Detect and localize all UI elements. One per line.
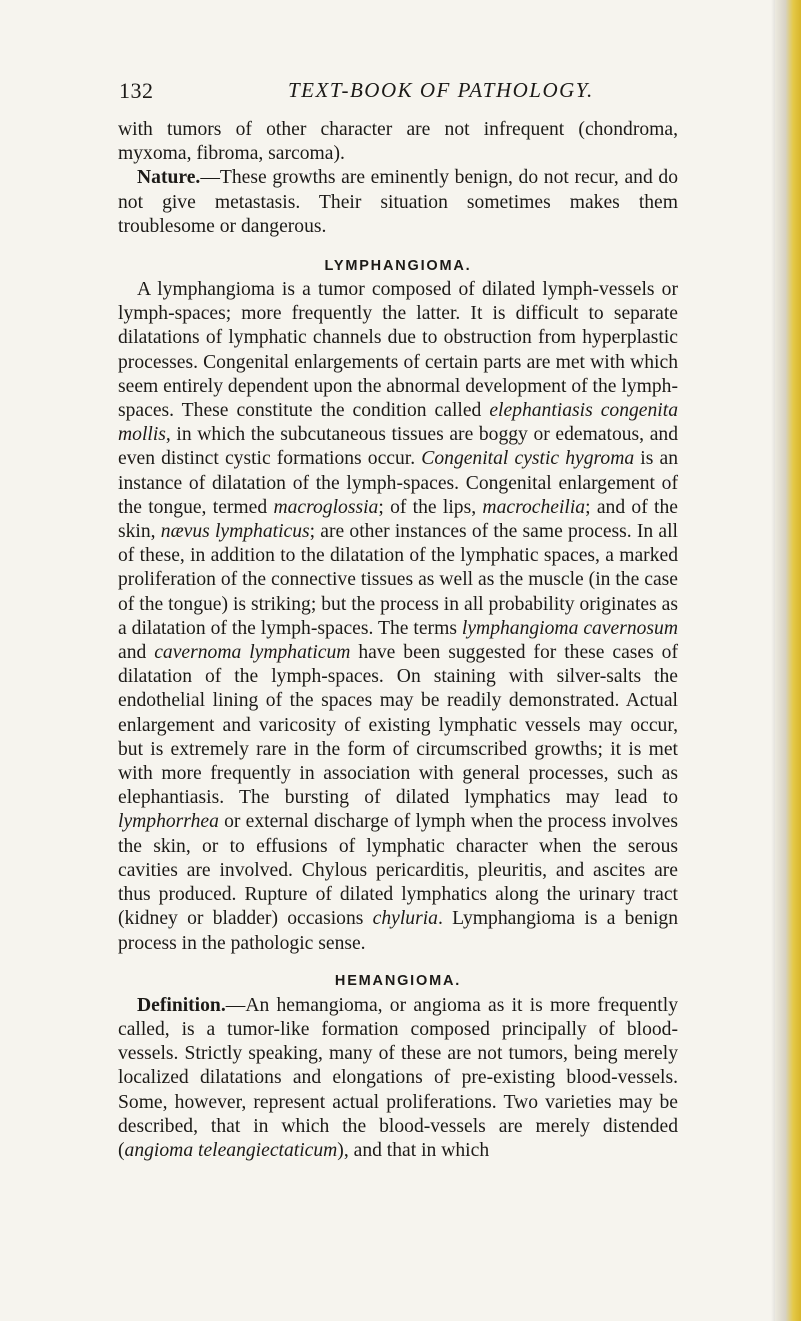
hemangioma-text xyxy=(118,995,678,1161)
italic-term: Congenital cystic hygroma xyxy=(421,448,635,470)
page-number: 132 xyxy=(119,78,154,103)
text-run: . Lymphangioma is a benign process in the pathologic sense. xyxy=(118,908,678,954)
italic-term: chyluria xyxy=(372,908,438,930)
text-run: and xyxy=(118,642,155,664)
text-run: , in which the subcutaneous tissues are boggy or edematous, and even distinct cystic formations occur. xyxy=(118,424,678,470)
lymphangioma-paragraph xyxy=(118,278,678,956)
text-run: ; of the lips, xyxy=(378,496,483,518)
italic-term: macrocheilia xyxy=(482,496,586,518)
hemangioma-heading: HEMANGIOMA. xyxy=(334,972,462,989)
italic-term: cavernoma lymphaticum xyxy=(154,642,351,664)
hemangioma-paragraph xyxy=(118,994,678,1163)
text-run: have been suggested for these cases of dilatation of the lymph-spaces. On staining with silver-salts the endothelial lining of the spaces may be readily demonstrated. Actual enlargement and varicosity of existing lymphatic vessels may occur, but is extremely rare in the form of circumscribed growths; it is met with more frequently in association with general processes, such as elephantiasis. The bursting of dilated lymphatics may lead to xyxy=(118,642,678,809)
nature-paragraph xyxy=(118,166,678,239)
italic-term: elephantiasis congenita mollis xyxy=(118,400,678,446)
text-run: A lymphangioma is a tumor composed of dilated lymph-vessels or lymph-spaces; more frequently the latter. It is difficult to separate dilatations of lymphatic channels due to obstruction from hyperplastic processes. Congenital enlargements of certain parts are met with which seem entirely dependent upon the abnormal development of the lymph-spaces. These constitute the condition called xyxy=(118,279,678,422)
text-run: or external discharge of lymph when the process involves the skin, or to effusions of lymphatic character when the serous cavities are involved. Chylous pericarditis, pleuritis, and ascites are thus produced. Rupture of dilated lymphatics along the urinary tract (kidney or bladder) occasions xyxy=(118,811,678,930)
book-page-edge xyxy=(775,0,801,1321)
text-run: ), and that in which xyxy=(337,1139,490,1161)
text-run: is an instance of dilatation of the lymph-spaces. Congenital enlargement of the tongue, termed xyxy=(118,448,679,518)
italic-term: macroglossia xyxy=(273,496,379,518)
text-run: ; and of the skin, xyxy=(118,496,678,543)
text-column xyxy=(118,118,678,1163)
running-title: TEXT-BOOK OF PATHOLOGY. xyxy=(288,78,594,102)
italic-term: lymphorrhea xyxy=(118,811,219,833)
text-run: ; are other instances of the same process. In all of these, in addition to the dilatation of the lymphatic spaces, a marked proliferation of the connective tissues as well as the muscle (in the case of the tongue) is striking; but the process in all probability originates as a dilatation of the lymph-spaces. The terms xyxy=(118,521,678,639)
italic-term: nævus lymphaticus xyxy=(160,521,310,543)
italic-term: angioma teleangiectaticum xyxy=(124,1139,338,1161)
lymphangioma-heading: LYMPHANGIOMA. xyxy=(324,258,472,275)
nature-text: —These growths are eminently benign, do not recur, and do not give metastasis. Their situation sometimes makes them troublesome or dangerous. xyxy=(118,167,678,237)
intro-paragraph: with tumors of other character are not infrequent (chondroma, myxoma, fibroma, sarcoma). xyxy=(118,119,678,165)
italic-term: lymphangioma cavernosum xyxy=(461,617,678,639)
nature-label: Nature. xyxy=(137,167,201,189)
text-run: —An hemangioma, or angioma as it is more frequently called, is a tumor-like formation composed principally of blood-vessels. Strictly speaking, many of these are not tumors, being merely localized dilatations and elongations of pre-existing blood-vessels. Some, however, represent actual proliferations. Two varieties may be described, that in which the blood-vessels are merely distended ( xyxy=(118,994,678,1161)
definition-label: Definition. xyxy=(137,994,226,1016)
page-header xyxy=(119,78,679,108)
